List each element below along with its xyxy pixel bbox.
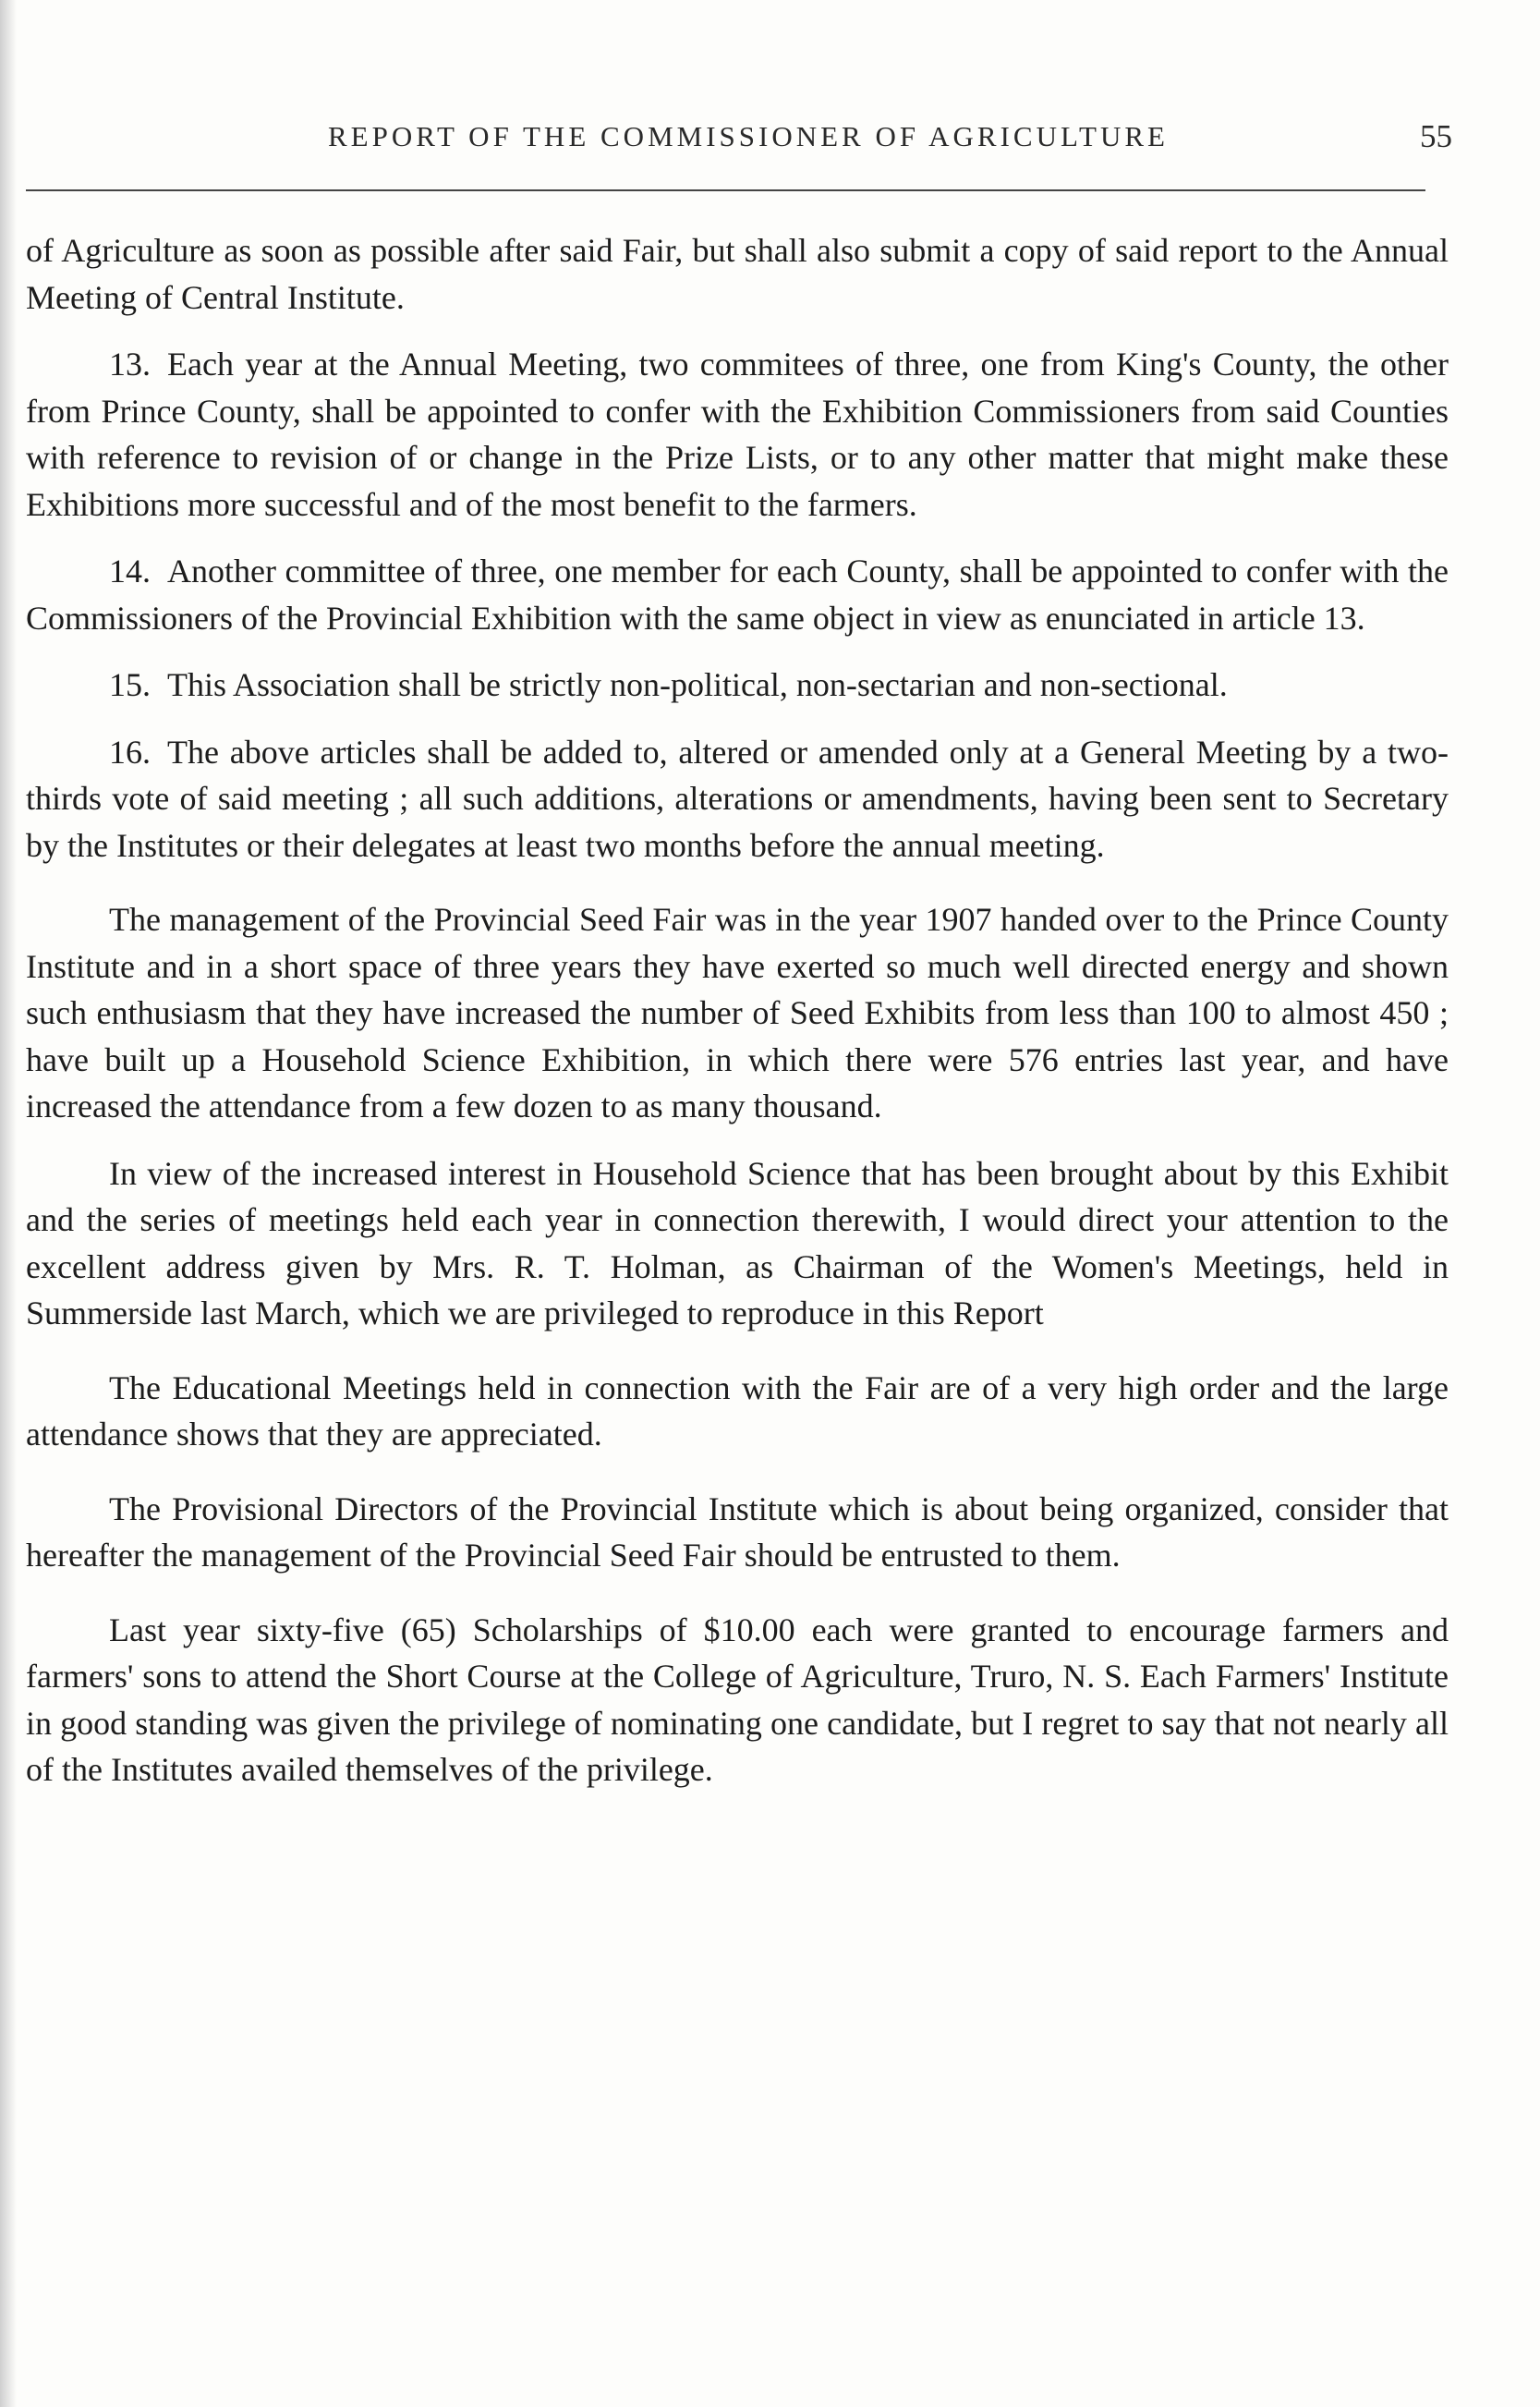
article-number: 13. bbox=[109, 346, 151, 383]
paragraph-continuation bbox=[26, 227, 1449, 321]
paragraph-text: Another committee of three, one member for each County, shall be appointed to confer with the Commissioners of the Provincial Exhibition with the same object in view as enunciated in article 13. bbox=[26, 553, 1449, 637]
paragraph-text: In view of the increased interest in Household Science that has been brought about by this Exhibit and the series of meetings held each year in connection therewith, I would direct your attention to the excellent address given by Mrs. R. T. Holman, as Chairman of the Women's Meetings, held in Summerside last March, which we are privileged to reproduce in this Report bbox=[26, 1154, 1449, 1331]
article-number: 15. bbox=[109, 666, 151, 703]
article-number: 14. bbox=[109, 553, 151, 590]
paragraph-text: Last year sixty-five (65) Scholarships of $10.00 each were granted to encourage farmers and farmers' sons to attend the Short Course at the College of Agriculture, Truro, N. S. Each Farmers' Institute in good standing was given the privilege of nominating one candidate, but I regret to say that not nearly all of the Institutes availed themselves of the privilege. bbox=[26, 1611, 1449, 1788]
paragraph-text: The Provisional Directors of the Provincial Institute which is about being organized, consider that hereafter the management of the Provincial Seed Fair should be entrusted to them. bbox=[26, 1489, 1449, 1574]
paragraph-household-science bbox=[26, 1150, 1449, 1337]
paragraph-text: The above articles shall be added to, altered or amended only at a General Meeting by a two-thirds vote of said meeting ; all such additions, alterations or amendments, having been sent to Secretary by the Institutes or their delegates at least two months before the annual meeting. bbox=[26, 733, 1449, 864]
page-edge-shadow bbox=[0, 0, 17, 2407]
page-number: 55 bbox=[1420, 118, 1452, 154]
running-title: REPORT OF THE COMMISSIONER OF AGRICULTURE bbox=[328, 120, 1169, 152]
article-14 bbox=[26, 548, 1449, 641]
paragraph-text: of Agriculture as soon as possible after said Fair, but shall also submit a copy of said report to the Annual Meeting of Central Institute. bbox=[26, 232, 1449, 316]
article-15 bbox=[26, 662, 1449, 709]
article-13 bbox=[26, 341, 1449, 528]
article-16 bbox=[26, 729, 1449, 869]
paragraph-provisional-directors bbox=[26, 1486, 1449, 1579]
paragraph-text: This Association shall be strictly non-political, non-sectarian and non-sectional. bbox=[167, 666, 1228, 703]
paragraph-seed-fair bbox=[26, 896, 1449, 1130]
body-text bbox=[26, 227, 1449, 1814]
paragraph-text: The management of the Provincial Seed Fair was in the year 1907 handed over to the Prince County Institute and in a short space of three years they have exerted so much well directed energy and shown such enthusiasm that they have increased the number of Seed Exhibits from less than 100 to almost 450 ; have built up a Household Science Exhibition, in which there were 576 entries last year, and have increased the attendance from a few dozen to as many thousand. bbox=[26, 901, 1449, 1124]
paragraph-scholarships bbox=[26, 1607, 1449, 1793]
paragraph-text: The Educational Meetings held in connection with the Fair are of a very high order and the large attendance shows that they are appreciated. bbox=[26, 1368, 1449, 1453]
paragraph-educational-meetings bbox=[26, 1365, 1449, 1458]
header-rule bbox=[26, 189, 1425, 191]
article-number: 16. bbox=[109, 733, 151, 771]
paragraph-text: Each year at the Annual Meeting, two commitees of three, one from King's County, the other from Prince County, shall be appointed to confer with the Exhibition Commissioners from said Counties with reference to revision of or change in the Prize Lists, or to any other matter that might make these Exhibitions more successful and of the most benefit to the farmers. bbox=[26, 346, 1449, 523]
